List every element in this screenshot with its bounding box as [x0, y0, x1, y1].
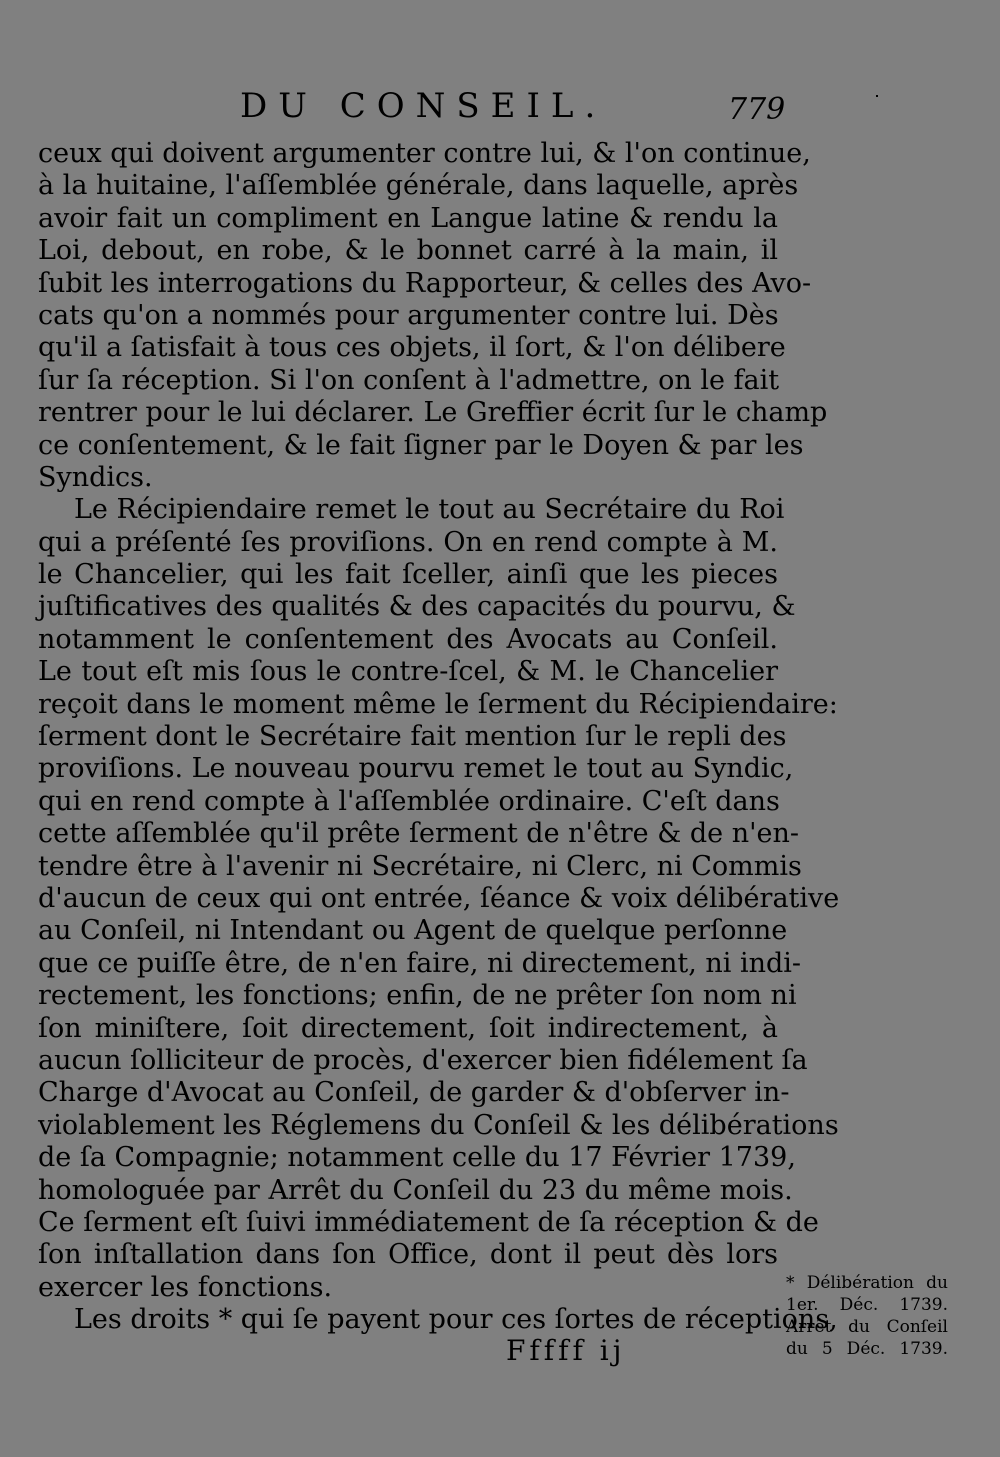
running-head: DU CONSEIL. [240, 86, 607, 126]
text-line: Le tout eſt mis ſous le contre-ſcel, & M. le Chancelier [38, 656, 778, 688]
text-line: ſerment dont le Secrétaire fait mention ſur le repli des [38, 721, 787, 753]
text-line: rentrer pour le lui déclarer. Le Greffier écrit ſur le champ [38, 397, 828, 429]
text-line: au Conſeil, ni Intendant ou Agent de quelque perſonne [38, 915, 788, 947]
text-line: tendre être à l'avenir ni Secrétaire, ni Clerc, ni Commis [38, 850, 802, 882]
text-line: proviſions. Le nouveau pourvu remet le tout au Syndic, [38, 753, 794, 785]
margin-note [786, 1272, 948, 1360]
text-line: Le Récipiendaire remet le tout au Secrétaire du Roi [74, 494, 785, 526]
text-line: Loi, debout, en robe, & le bonnet carré à la main, il [38, 235, 778, 267]
signature-mark: Fffff ij [506, 1334, 626, 1367]
text-line: qu'il a ſatisfait à tous ces objets, il ſort, & l'on délibere [38, 332, 786, 364]
margin-note-line: Arrêt du Conſeil [786, 1317, 948, 1337]
text-line: qui a préſenté ſes proviſions. On en rend compte à M. [38, 526, 778, 558]
text-line: de ſa Compagnie; notamment celle du 17 Février 1739, [38, 1142, 796, 1174]
text-line: ſon miniſtere, ſoit directement, ſoit indirectement, à [38, 1012, 778, 1044]
text-line: d'aucun de ceux qui ont entrée, ſéance & voix délibérative [38, 882, 840, 914]
body-text [38, 138, 840, 1336]
text-line: ſur ſa réception. Si l'on conſent à l'admettre, on le fait [38, 364, 780, 396]
text-line: cette aſſemblée qu'il prête ſerment de n'être & de n'en- [38, 818, 800, 850]
text-line: ce conſentement, & le fait ſigner par le Doyen & par les [38, 429, 804, 461]
text-line: qui en rend compte à l'aſſemblée ordinaire. C'eſt dans [38, 785, 780, 817]
text-line: homologuée par Arrêt du Conſeil du 23 du même mois. [38, 1174, 793, 1206]
text-line: ſon inſtallation dans ſon Office, dont il peut dès lors [38, 1239, 778, 1271]
text-line: le Chancelier, qui les fait ſceller, ainſi que les pieces [38, 559, 778, 591]
text-line: ceux qui doivent argumenter contre lui, & l'on continue, [38, 138, 811, 169]
text-line: violablement les Réglemens du Conſeil & les délibérations [38, 1109, 839, 1141]
page-number: 779 [728, 92, 786, 127]
text-line: exercer les fonctions. [38, 1271, 333, 1303]
text-line: Ce ſerment eſt ſuivi immédiatement de ſa réception & de [38, 1206, 819, 1238]
text-line: ſubit les interrogations du Rapporteur, & celles des Avo- [38, 267, 812, 299]
ink-speck [876, 95, 878, 97]
text-line: notamment le conſentement des Avocats au Conſeil. [38, 623, 778, 655]
text-line: rectement, les fonctions; enfin, de ne prêter ſon nom ni [38, 980, 797, 1012]
text-line: Syndics. [38, 461, 153, 493]
text-line: juſtificatives des qualités & des capacités du pourvu, & [38, 591, 796, 623]
text-line: Charge d'Avocat au Conſeil, de garder & d'obſerver in- [38, 1077, 790, 1109]
margin-note-line: du 5 Déc. 1739. [786, 1339, 948, 1359]
text-line: avoir fait un compliment en Langue latine & rendu la [38, 202, 778, 234]
margin-note-line: * Délibération du [786, 1273, 948, 1293]
text-line: cats qu'on a nommés pour argumenter contre lui. Dès [38, 299, 779, 331]
margin-note-line: 1er. Déc. 1739. [786, 1295, 948, 1315]
text-line: reçoit dans le moment même le ſerment du Récipiendaire: [38, 688, 838, 720]
text-line: que ce puiſſe être, de n'en faire, ni directement, ni indi- [38, 947, 802, 979]
text-line: Les droits * qui ſe payent pour ces ſortes de réceptions, [74, 1304, 838, 1336]
text-line: à la huitaine, l'aſſemblée générale, dans laquelle, après [38, 170, 799, 202]
text-line: aucun ſolliciteur de procès, d'exercer bien fidélement ſa [38, 1044, 808, 1076]
